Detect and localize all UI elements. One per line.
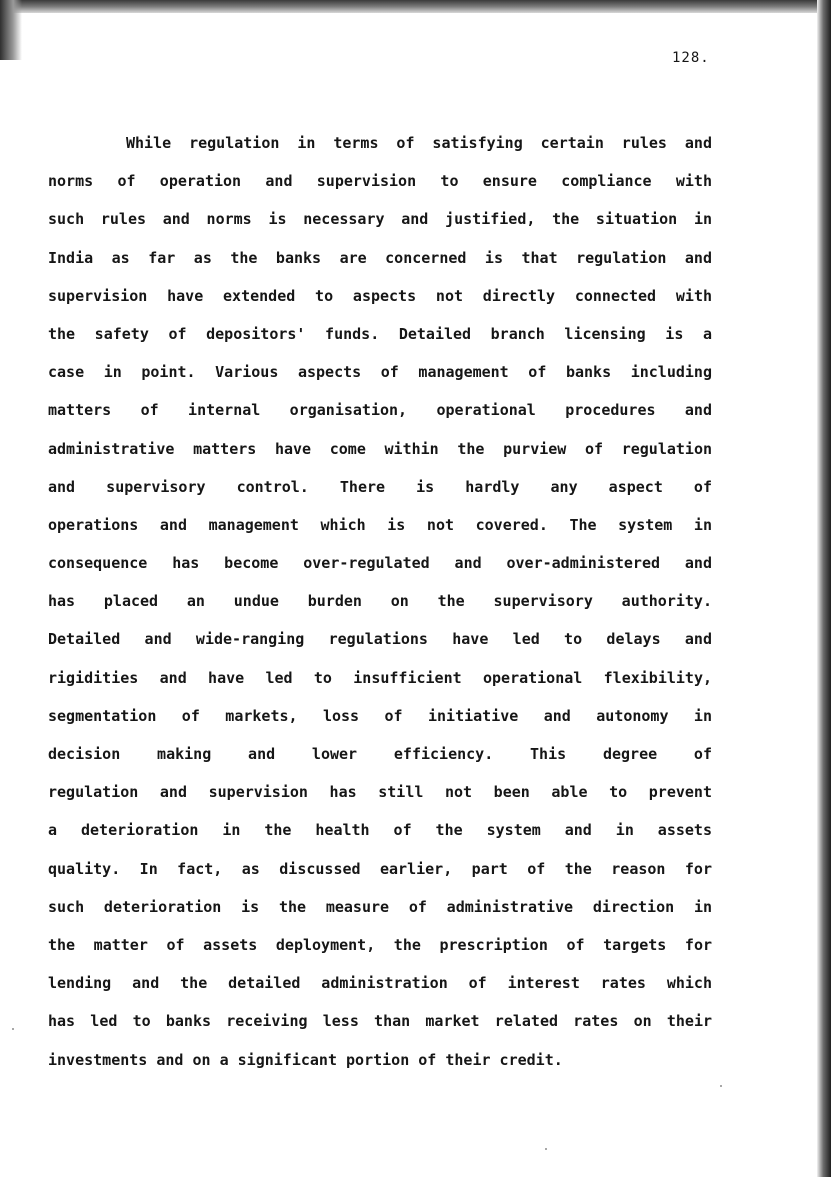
scan-speck: [720, 1085, 722, 1087]
text-line: matters of internal organisation, operational procedures and: [48, 401, 712, 420]
text-line: India as far as the banks are concerned is that regulation and: [48, 248, 712, 267]
text-line: norms of operation and supervision to ensure compliance with: [48, 172, 712, 191]
scan-speck: [545, 1148, 547, 1150]
text-line: segmentation of markets, loss of initiative and autonomy in: [48, 706, 712, 725]
text-line: decision making and lower efficiency. This degree of: [48, 745, 712, 763]
text-line: quality. In fact, as discussed earlier, part of the reason for: [48, 859, 712, 878]
scan-shadow-corner: [0, 0, 22, 60]
scan-shadow-right: [817, 0, 831, 1177]
text-line: has placed an undue burden on the supervisory authority.: [48, 592, 712, 611]
body-paragraph: [48, 124, 712, 1079]
scan-shadow-top: [0, 0, 831, 13]
text-line: While regulation in terms of satisfying certain rules and: [126, 134, 712, 152]
text-line: consequence has become over-regulated and over-administered and: [48, 554, 712, 573]
text-line: Detailed and wide-ranging regulations have led to delays and: [48, 630, 712, 649]
text-line: such deterioration is the measure of administrative direction in: [48, 897, 712, 916]
text-line: such rules and norms is necessary and justified, the situation in: [48, 210, 712, 229]
text-line: the safety of depositors' funds. Detailed branch licensing is a: [48, 324, 712, 343]
page-number: 128.: [672, 50, 710, 66]
text-line: the matter of assets deployment, the prescription of targets for: [48, 935, 712, 954]
text-line: has led to banks receiving less than market related rates on their: [48, 1012, 712, 1031]
scan-speck: [12, 1028, 14, 1030]
text-line: and supervisory control. There is hardly any aspect of: [48, 477, 712, 496]
text-line: regulation and supervision has still not been able to prevent: [48, 783, 712, 802]
text-line: lending and the detailed administration of interest rates which: [48, 974, 712, 993]
text-line: rigidities and have led to insufficient operational flexibility,: [48, 668, 712, 687]
text-line: investments and on a significant portion of their credit.: [48, 1050, 563, 1069]
text-line: case in point. Various aspects of management of banks including: [48, 363, 712, 382]
text-line: supervision have extended to aspects not directly connected with: [48, 286, 712, 305]
text-line: a deterioration in the health of the system and in assets: [48, 821, 712, 840]
text-line: operations and management which is not covered. The system in: [48, 515, 712, 534]
text-line: administrative matters have come within the purview of regulation: [48, 439, 712, 458]
